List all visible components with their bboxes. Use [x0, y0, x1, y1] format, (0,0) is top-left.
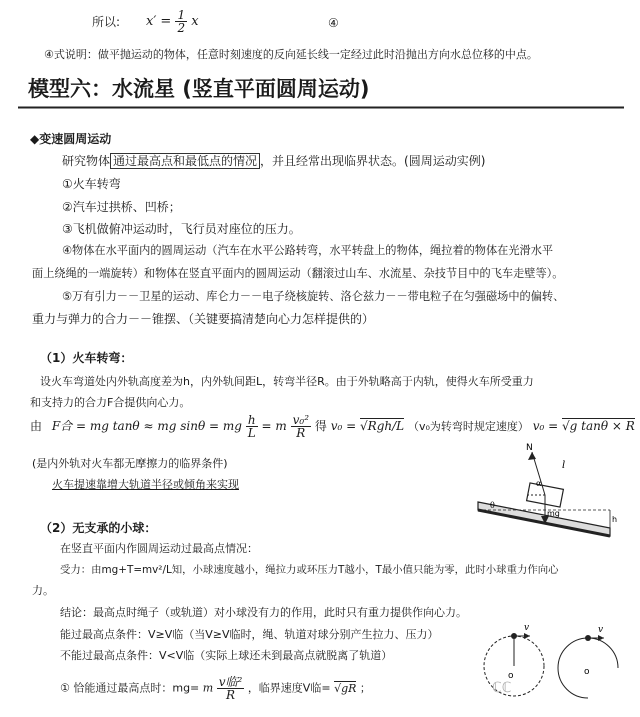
train-line1: 设火车弯道处内外轨高度差为h，内外轨间距L，转弯半径R。由于外轨略高于内轨，使得火车所受重力 [40, 375, 534, 388]
label-v2: v [598, 625, 604, 635]
intro-post: ，并且经常出现临界状态。(圆周运动实例) [260, 154, 486, 168]
eq-you: 由 [30, 419, 43, 433]
crit-mid: ，临界速度V临= [247, 681, 331, 695]
ball-line2: 受力：由mg+T=mv²/L知，小球速度越小，绳拉力或环压力T越小，T最小值只能为零，此时小球重力作向心 [60, 564, 559, 576]
crit-end: ； [359, 681, 371, 695]
ball-line5: 能过最高点条件：V≥V临（当V≥V临时，绳、轨道对球分别产生拉力、压力） [60, 628, 439, 641]
label-l: l [562, 460, 566, 471]
half-fraction [175, 9, 187, 34]
train-turn-heading-text: （1）火车转弯： [40, 351, 133, 365]
v0sq-over-R [291, 414, 311, 439]
eq-v0b: v₀ = [532, 419, 559, 433]
train-formula [30, 414, 635, 439]
list-item: ④物体在水平面内的圆周运动（汽车在水平公路转弯，水平转盘上的物体，绳拉着的物体在光滑水平 [62, 244, 554, 257]
list-item: 面上绕绳的一端旋转）和物体在竖直平面内的圆周运动（翻滚过山车、水流星、杂技节目中的飞车走壁等）。 [32, 267, 564, 280]
label-alpha: α [536, 479, 542, 488]
ball-line4: 结论：最高点时绳子（或轨道）对小球没有力的作用，此时只有重力提供作向心力。 [60, 606, 467, 619]
label-mg: mg [547, 509, 560, 518]
list-item: 重力与弹力的合力－－锥摆、（关键要搞清楚向心力怎样提供的） [32, 312, 375, 326]
eq-L: L [247, 426, 256, 440]
eq-v0sq: v₀² [292, 413, 310, 427]
section-variable-circular-heading: ◆变速圆周运动 [30, 132, 112, 146]
sqrt-rgh-over-l: √Rgh/L [360, 419, 405, 433]
crit-vsq: v临² [218, 675, 243, 689]
label-h: h [612, 515, 618, 524]
ball-line1: 在竖直平面内作圆周运动过最高点情况： [60, 542, 258, 555]
list-item: ①火车转弯 [62, 177, 121, 191]
label-o1: o [508, 671, 514, 681]
sqrt-gtan: √g tanθ × R [562, 419, 635, 433]
eq-v0: v₀ = [330, 419, 357, 433]
intro-pre: 研究物体 [62, 154, 111, 168]
eq-sqrt2: g tanθ × R [569, 419, 635, 433]
train-track-diagram [470, 440, 620, 550]
top-formula [146, 9, 199, 34]
circle-motion-diagrams [478, 618, 628, 710]
unsupported-ball-heading: （2）无支承的小球： [40, 521, 157, 535]
eq-R: R [296, 426, 306, 440]
train-note1: (是内外轨对火车都无摩擦力的临界条件) [32, 457, 228, 470]
label-v1: v [524, 623, 530, 633]
watermark-logo: ℂℂ [492, 680, 512, 696]
list-item: ②汽车过拱桥、凹桥； [62, 200, 181, 214]
crit-pre: ① 恰能通过最高点时：mg= [60, 681, 200, 695]
eq-sqrt1: Rgh/L [367, 419, 405, 433]
eq-note: （v₀为转弯时规定速度） [407, 420, 529, 433]
section1-intro [62, 153, 485, 169]
vcrit-over-R [217, 676, 245, 701]
title-divider [18, 106, 624, 109]
frac-den: 2 [177, 21, 186, 35]
eq-h: h [246, 414, 258, 427]
formula-note: ④式说明：做平抛运动的物体，任意时刻速度的反向延长线一定经过此时沿抛出方向水总位移的中点。 [44, 48, 538, 61]
train-line2: 和支持力的合力F合提供向心力。 [30, 396, 191, 409]
label-N: N [526, 443, 533, 453]
train-note2: 火车提速靠增大轨道半径或倾角来实现 [52, 478, 239, 491]
crit-sqrt: gR [341, 681, 357, 695]
page-title: 模型六：水流星 (竖直平面圆周运动) [28, 77, 370, 101]
crit-R: R [225, 688, 236, 702]
suoyi-label: 所以: [92, 15, 121, 29]
formula-var: x [191, 14, 199, 29]
frac-num: 1 [177, 8, 186, 22]
ball-line6: 不能过最高点条件：V<V临（实际上球还未到最高点就脱离了轨道） [60, 649, 393, 662]
sqrt-gR: √gR [334, 681, 357, 695]
formula-lhs: x′ = [146, 14, 172, 29]
eq-part1: F合 = mg tanθ ≈ mg sinθ = mg [51, 419, 242, 433]
equation-number: ④ [328, 16, 339, 30]
ball-line3: 力。 [32, 584, 54, 597]
eq-eq: = m [261, 419, 287, 433]
eq-de: 得 [314, 419, 327, 433]
label-o2: o [584, 667, 590, 677]
list-item: ③飞机做俯冲运动时，飞行员对座位的压力。 [62, 222, 301, 236]
train-turn-heading [40, 350, 132, 366]
label-theta: θ [490, 501, 495, 510]
intro-boxed: 通过最高点和最低点的情况 [110, 153, 260, 169]
ball-critical-formula [60, 676, 371, 701]
list-item: ⑤万有引力－－卫星的运动、库仑力－－电子绕核旋转、洛仑兹力－－带电粒子在匀强磁场中的偏转、 [62, 290, 565, 303]
crit-m: m [202, 681, 214, 695]
h-over-L [246, 414, 258, 439]
